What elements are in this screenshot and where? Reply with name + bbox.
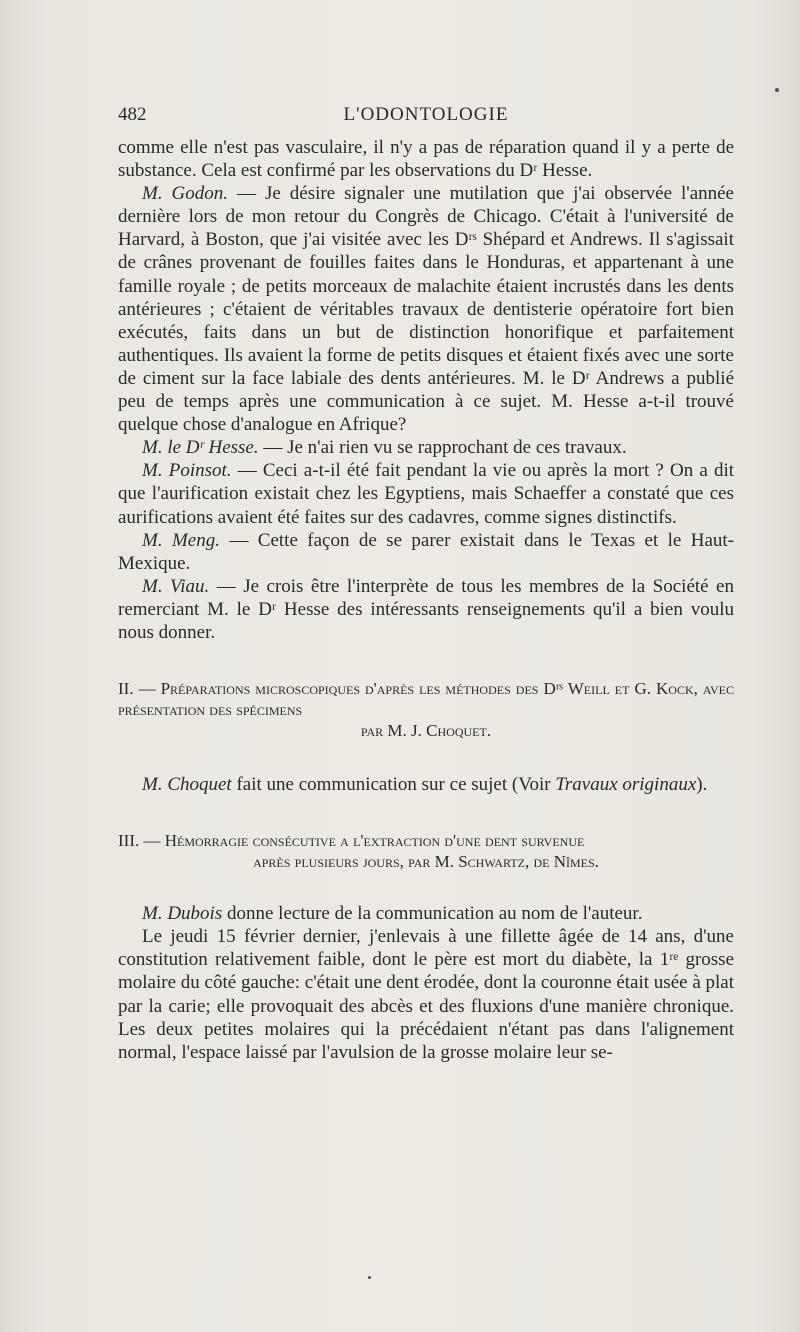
paragraph: comme elle n'est pas vasculaire, il n'y a pas de réparation quand il y a perte de substance. Cela est confirmé par les observations du Dʳ Hesse. (118, 137, 734, 182)
print-speck (775, 88, 779, 92)
page-number: 482 (118, 104, 147, 125)
print-speck (368, 1276, 371, 1279)
paragraph (118, 529, 734, 575)
text-body (118, 136, 734, 1064)
paragraph-text: — Je n'ai rien vu se rapprochant de ces travaux. (258, 437, 627, 459)
paragraph-text: — Je désire signaler une mutilation que j'ai observée l'année dernière lors de mon retour du Congrès de Chicago. C'était à l'université de Harvard, à Boston, que j'ai visitée avec les Dʳˢ Shépard et Andrews. Il s'agissait de crânes provenant de fouilles faites dans le Honduras, et appartenant à une famille royale ; de petits morceaux de malachite étaient incrustés dans les dents antérieures ; c'étaient de véritables travaux de dentisterie opératoire fort bien exécutés, faits dans un but de distinction honorifique et parfaitement authentiques. Ils avaient la forme de petits disques et étaient fixés avec une sorte de ciment sur la face labiale des dents antérieures. M. le Dʳ Andrews a publié peu de temps après une communication à ce sujet. M. Hesse a-t-il trouvé quelque chose d'analogue en Afrique? (118, 183, 734, 436)
page-header (118, 104, 734, 130)
spacer (118, 741, 734, 773)
section-title-3 (118, 830, 734, 872)
paragraph-text: donne lecture de la communication au nom de l'auteur. (222, 903, 643, 925)
spacer (118, 872, 734, 902)
paragraph-text: — Ceci a-t-il été fait pendant la vie ou après la mort ? On a dit que l'aurification existait chez les Egyptiens, mais Schaeffer a constaté que ces aurifications avaient été faites sur des cadavres, comme signes distinctifs. (118, 460, 735, 528)
section-title-line: par M. J. Choquet. (360, 721, 492, 741)
speaker-name: M. Godon. (142, 183, 229, 205)
paragraph-text: — Cette façon de se parer existait dans le Texas et le Haut-Mexique. (118, 529, 734, 574)
section-title-line: II. — Préparations microscopiques d'après les méthodes des Dʳˢ Weill et G. Kock, avec présentation des spécimens (118, 679, 734, 720)
paragraph (118, 575, 734, 644)
speaker-name: M. le Dʳ Hesse. (142, 437, 259, 459)
paragraph (118, 773, 734, 796)
speaker-name: M. Meng. (142, 529, 220, 551)
paragraph (118, 436, 734, 459)
section-title-line: après plusieurs jours, par M. Schwartz, de Nîmes. (253, 852, 599, 872)
speaker-name: M. Viau. (142, 575, 210, 597)
running-title: L'ODONTOLOGIE (343, 104, 509, 125)
paragraph-text: — Je crois être l'interprète de tous les membres de la Société en remerciant M. le Dʳ Hesse des intéressants renseignements qu'il a bien voulu nous donner. (118, 575, 734, 643)
speaker-name: M. Dubois (142, 903, 223, 925)
paragraph (118, 182, 734, 436)
speaker-name: M. Choquet (142, 774, 232, 796)
paragraph-text: fait une communication sur ce sujet (Voir (231, 774, 556, 796)
paragraph-text: ). (696, 774, 708, 796)
speaker-name: M. Poinsot. (142, 460, 232, 482)
paragraph (118, 459, 734, 528)
paragraph: Le jeudi 15 février dernier, j'enlevais à une fillette âgée de 14 ans, d'une constitution relativement faible, dont le père est mort du diabète, la 1ʳᵉ grosse molaire du côté gauche: c'était une dent érodée, dont la couronne était usée à plat par la carie; elle provoquait des abcès et des fluxions d'une manière chronique. Les deux petites molaires qui la précédaient n'étant pas dans l'alignement normal, l'espace laissé par l'avulsion de la grosse molaire leur se- (118, 926, 734, 1063)
section-title-line: III. — Hémorragie consécutive a l'extraction d'une dent survenue (118, 831, 585, 851)
paragraph (118, 902, 734, 925)
reference-title: Travaux originaux (555, 774, 697, 796)
section-title-2 (118, 678, 734, 741)
